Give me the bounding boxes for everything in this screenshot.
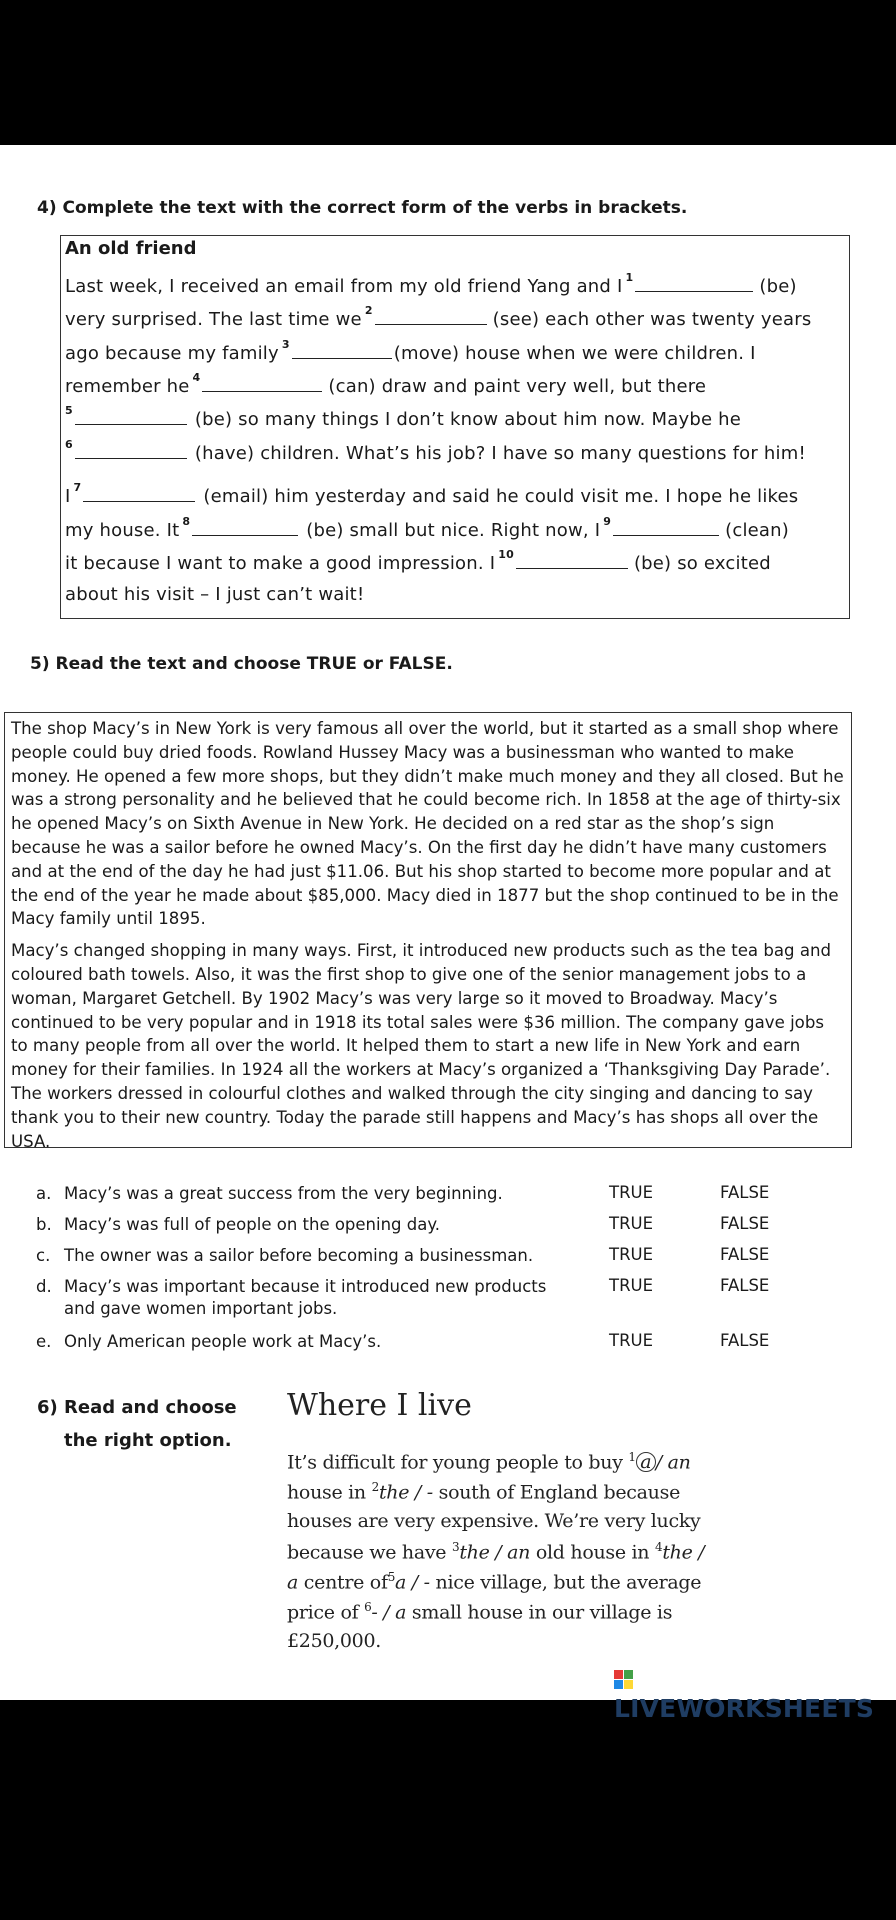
text-line-5: $^5$ (be) so many things I don’t know about him now. Maybe he <box>65 404 742 430</box>
gap-number-9: 9 <box>603 515 612 528</box>
statement-b: b. Macy’s was full of people on the opening day. <box>36 1215 441 1234</box>
reading-paragraph-2: Macy’s changed shopping in many ways. First, it introduced new products such as the tea bag and coloured bath towels. Also, it was the first shop to give one of the senior management jobs to a woman, Margaret Getchell. By 1902 Macy’s was very large so it moved to Broadway. Macy’s continued to be very popular and in 1918 its total sales were $36 million. The company gave jobs to many people from all over the world. It helped them to start a new life in New York and earn money for their families. In 1924 all the workers at Macy’s organized a ‘Thanksgiving Day Parade’. The workers dressed in colourful clothes and walked through the city singing and dancing to say thank you to their new country. Today the parade still happens and Macy’s has shops all over the USA. <box>11 941 832 1151</box>
gap-9[interactable] <box>613 517 719 536</box>
gap-number-7: 7 <box>73 481 82 494</box>
text-line-2: very surprised. The last time we $^2$ (see) each other was twenty years <box>65 304 812 330</box>
gap-8[interactable] <box>192 517 298 536</box>
gap-number-1: 1 <box>625 271 634 284</box>
passage-line-5: a centre $of^5a$ / - nice village, but the average <box>287 1570 702 1594</box>
exercise-6-heading-line-2: the right option. <box>64 1430 232 1451</box>
text-line-10: about his visit – I just can’t wait! <box>65 584 365 605</box>
true-option-e[interactable]: TRUE <box>609 1331 654 1350</box>
gap-3[interactable] <box>292 340 392 359</box>
liveworksheets-logo: LIVEWORKSHEETS <box>614 1665 896 1723</box>
passage-line-2: house in $^2$the / - south of England because <box>287 1480 681 1504</box>
gap-number-4: 4 <box>192 371 201 384</box>
exercise-4-text-box <box>60 235 850 619</box>
gap-number-2: 2 <box>364 304 373 317</box>
gap-10[interactable] <box>516 550 628 569</box>
reading-title: Where I live <box>287 1388 472 1423</box>
gap-number-3: 3 <box>281 338 290 351</box>
statement-c: c. The owner was a sailor before becoming a businessman. <box>36 1246 534 1265</box>
gap-4[interactable] <box>202 373 322 392</box>
option-6[interactable]: - / a <box>371 1601 407 1624</box>
gap-number-8: 8 <box>182 515 191 528</box>
gap-number-6: 6 <box>65 438 73 451</box>
text-line-6: $^6$ (have) children. What’s his job? I have so many questions for him! <box>65 438 806 464</box>
statement-a: a. Macy’s was a great success from the very beginning. <box>36 1184 503 1203</box>
exercise-4-heading: 4) Complete the text with the correct form of the verbs in brackets. <box>37 198 688 218</box>
gap-5[interactable] <box>75 406 187 425</box>
gap-number-5: 5 <box>65 404 73 417</box>
true-option-d[interactable]: TRUE <box>609 1276 654 1295</box>
passage-line-7: £250,000. <box>287 1630 381 1652</box>
false-option-c[interactable]: FALSE <box>720 1245 770 1264</box>
text-line-8: my house. It $^8$ (be) small but nice. Right now, I $^9$ (clean) <box>65 515 789 541</box>
false-option-a[interactable]: FALSE <box>720 1183 770 1202</box>
passage-line-4: because we have $^3$the / an old house in $^4$the / <box>287 1540 705 1564</box>
false-option-b[interactable]: FALSE <box>720 1214 770 1233</box>
passage-line-3: houses are very expensive. We’re very lucky <box>287 1510 701 1532</box>
option-5[interactable]: a / - <box>395 1571 430 1594</box>
statement-d: d. Macy’s was important because it introduced new products and gave women important jobs. <box>36 1277 547 1318</box>
exercise-5-heading: 5) Read the text and choose TRUE or FALSE. <box>30 654 453 674</box>
text-line-4: remember he $^4$ (can) draw and paint very well, but there <box>65 371 707 397</box>
gap-number-10: 10 <box>498 548 514 561</box>
reading-paragraph-1: The shop Macy’s in New York is very famous all over the world, but it started as a small shop where people could buy dried foods. Rowland Hussey Macy was a businessman who wanted to make money. He opened a few more shops, but they didn’t make much money and they all closed. But he was a strong personality and he believed that he could become rich. In 1858 at the age of thirty-six he opened Macy’s on Sixth Avenue in New York. He decided on a red star as the shop’s sign because he was a sailor before he owned Macy’s. On the first day he didn’t have many customers and at the end of the day he had just $11.06. But his shop started to become more popular and at the end of the year he made about $85,000. Macy died in 1877 but the shop continued to be in the Macy family until 1895. <box>11 719 844 929</box>
selected-option-circle[interactable]: a <box>636 1452 656 1472</box>
passage-line-6: price of $^6$- / a small house in our village is <box>287 1600 673 1624</box>
false-option-e[interactable]: FALSE <box>720 1331 770 1350</box>
statement-e: e. Only American people work at Macy’s. <box>36 1332 382 1351</box>
true-option-c[interactable]: TRUE <box>609 1245 654 1264</box>
liveworksheets-logo-icon <box>614 1670 634 1690</box>
box-title: An old friend <box>65 238 197 259</box>
exercise-6-heading-line-1: 6) Read and choose <box>37 1397 237 1418</box>
gap-7[interactable] <box>83 483 195 502</box>
reading-text-box <box>4 712 852 1151</box>
gap-2[interactable] <box>375 306 487 325</box>
option-3[interactable]: the / an <box>459 1541 531 1564</box>
text-line-1: Last week, I received an email from my old friend Yang and I $^1$ (be) <box>65 271 797 297</box>
passage-line-1: It’s difficult for young people to buy $^1$ a / an <box>287 1450 691 1474</box>
option-2[interactable]: the / - <box>378 1481 433 1504</box>
gap-6[interactable] <box>75 440 187 459</box>
gap-1[interactable] <box>635 273 753 292</box>
text-line-3: ago because my family $^3$ (move) house when we were children. I <box>65 338 756 364</box>
worksheet-page <box>0 145 896 1723</box>
false-option-d[interactable]: FALSE <box>720 1276 770 1295</box>
text-line-9: it because I want to make a good impression. I $^{10}$ (be) so excited <box>65 548 771 574</box>
option-4[interactable]: the / <box>662 1541 705 1564</box>
true-option-b[interactable]: TRUE <box>609 1214 654 1233</box>
true-option-a[interactable]: TRUE <box>609 1183 654 1202</box>
text-line-7: I $^7$ (email) him yesterday and said he could visit me. I hope he likes <box>65 481 799 507</box>
